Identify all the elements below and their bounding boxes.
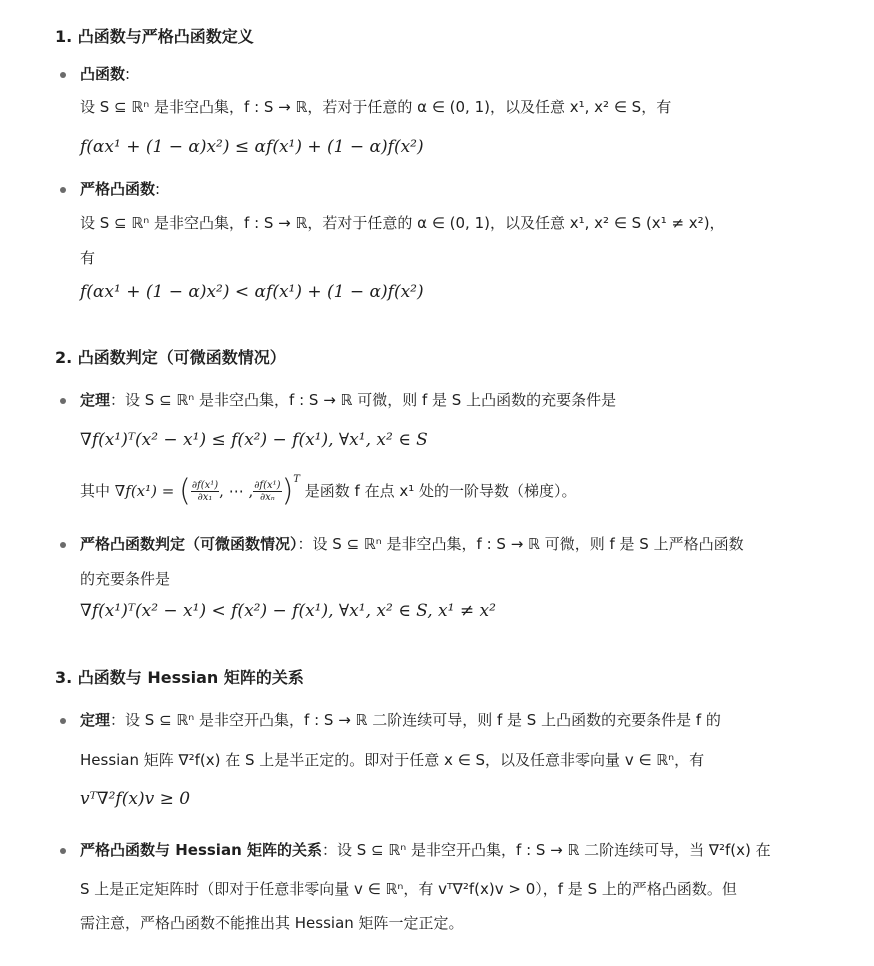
convex-label: 凸函数 (80, 65, 126, 83)
strict-convex-label: 严格凸函数 (80, 180, 156, 198)
label-sep: ： (321, 841, 337, 859)
convex-def-text: 设 S ⊆ ℝⁿ 是非空凸集，f : S → ℝ，若对于任意的 α ∈ (0, 1)，以及任意 x¹, x² ∈ S，有 (80, 98, 672, 116)
section-2-heading: 2. 凸函数判定（可微函数情况） (55, 348, 286, 367)
hessian-theorem-line (80, 710, 721, 730)
label-sep: ： (110, 711, 126, 729)
bullet (60, 848, 66, 854)
strict-convex-def-text: 设 S ⊆ ℝⁿ 是非空凸集，f : S → ℝ，若对于任意的 α ∈ (0, 1)，以及任意 x¹, x² ∈ S (x¹ ≠ x²)， (80, 214, 725, 232)
theorem-1-line (80, 390, 616, 410)
section-1-heading: 1. 凸函数与严格凸函数定义 (55, 27, 254, 46)
theorem-1-text: 设 S ⊆ ℝⁿ 是非空凸集，f : S → ℝ 可微，则 f 是 S 上凸函数的充要条件是 (125, 391, 617, 409)
strict-theorem-text-2: 的充要条件是 (80, 570, 171, 588)
gradient-lhs: ∇f(x¹) = (114, 482, 175, 500)
strict-convex-def-formula: f(αx¹ + (1 − α)x²) < αf(x¹) + (1 − α)f(x²) (80, 282, 424, 302)
strict-hessian-line (80, 840, 771, 860)
partial-fraction-1: $\frac{\text{∂f(x¹)}}{\text{∂x₁}}$ (191, 480, 219, 503)
convex-def-label-line (80, 64, 130, 84)
left-paren: ( (179, 473, 191, 509)
label-sep: : (125, 65, 131, 83)
strict-theorem-line (80, 534, 744, 554)
hessian-theorem-text-2: Hessian 矩阵 ∇²f(x) 在 S 上是半正定的。即对于任意 x ∈ S，以及任意非零向量 v ∈ ℝⁿ，有 (80, 751, 705, 769)
convex-def-formula: f(αx¹ + (1 − α)x²) ≤ αf(x¹) + (1 − α)f(x²) (80, 137, 424, 157)
strict-hessian-text-3: 需注意，严格凸函数不能推出其 Hessian 矩阵一定正定。 (80, 914, 464, 932)
theorem-label: 定理 (80, 391, 111, 409)
label-sep: ： (297, 535, 313, 553)
label-sep: : (155, 180, 161, 198)
note-suffix: 是函数 f 在点 x¹ 处的一阶导数（梯度）。 (304, 482, 577, 500)
strict-convex-def-text-2: 有 (80, 249, 96, 267)
strict-theorem-text: 设 S ⊆ ℝⁿ 是非空凸集，f : S → ℝ 可微，则 f 是 S 上严格凸函数 (312, 535, 744, 553)
right-paren: ) (281, 473, 294, 509)
partial-fraction-n: $\frac{\text{∂f(x¹)}}{\text{∂xₙ}}$ (254, 480, 281, 503)
bullet (60, 187, 66, 193)
bullet (60, 718, 66, 724)
strict-hessian-text: 设 S ⊆ ℝⁿ 是非空开凸集，f : S → ℝ 二阶连续可导，当 ∇²f(x) 在 (337, 841, 771, 859)
bullet (60, 72, 66, 78)
note-prefix: 其中 (80, 482, 111, 500)
section-3-heading: 3. 凸函数与 Hessian 矩阵的关系 (55, 668, 304, 687)
strict-hessian-label: 严格凸函数与 Hessian 矩阵的关系 (80, 841, 322, 859)
strict-convex-label-line (80, 179, 160, 199)
bullet (60, 398, 66, 404)
dots: , ⋯ , (219, 482, 254, 500)
transpose-mark: T (293, 474, 300, 485)
strict-hessian-text-2: S 上是正定矩阵时（即对于任意非零向量 v ∈ ℝⁿ，有 vᵀ∇²f(x)v > 0），f 是 S 上的严格凸函数。但 (80, 880, 737, 898)
hessian-theorem-formula: vᵀ∇²f(x)v ≥ 0 (80, 789, 191, 809)
gradient-note (80, 473, 577, 509)
theorem-1-formula: ∇f(x¹)ᵀ(x² − x¹) ≤ f(x²) − f(x¹), ∀x¹, x² ∈ S (80, 430, 428, 450)
strict-theorem-formula: ∇f(x¹)ᵀ(x² − x¹) < f(x²) − f(x¹), ∀x¹, x² ∈ S, x¹ ≠ x² (80, 601, 496, 621)
strict-theorem-label: 严格凸函数判定（可微函数情况） (80, 535, 298, 553)
hessian-theorem-label: 定理 (80, 711, 111, 729)
bullet (60, 542, 66, 548)
label-sep: ： (110, 391, 126, 409)
hessian-theorem-text: 设 S ⊆ ℝⁿ 是非空开凸集，f : S → ℝ 二阶连续可导，则 f 是 S 上凸函数的充要条件是 f 的 (125, 711, 721, 729)
